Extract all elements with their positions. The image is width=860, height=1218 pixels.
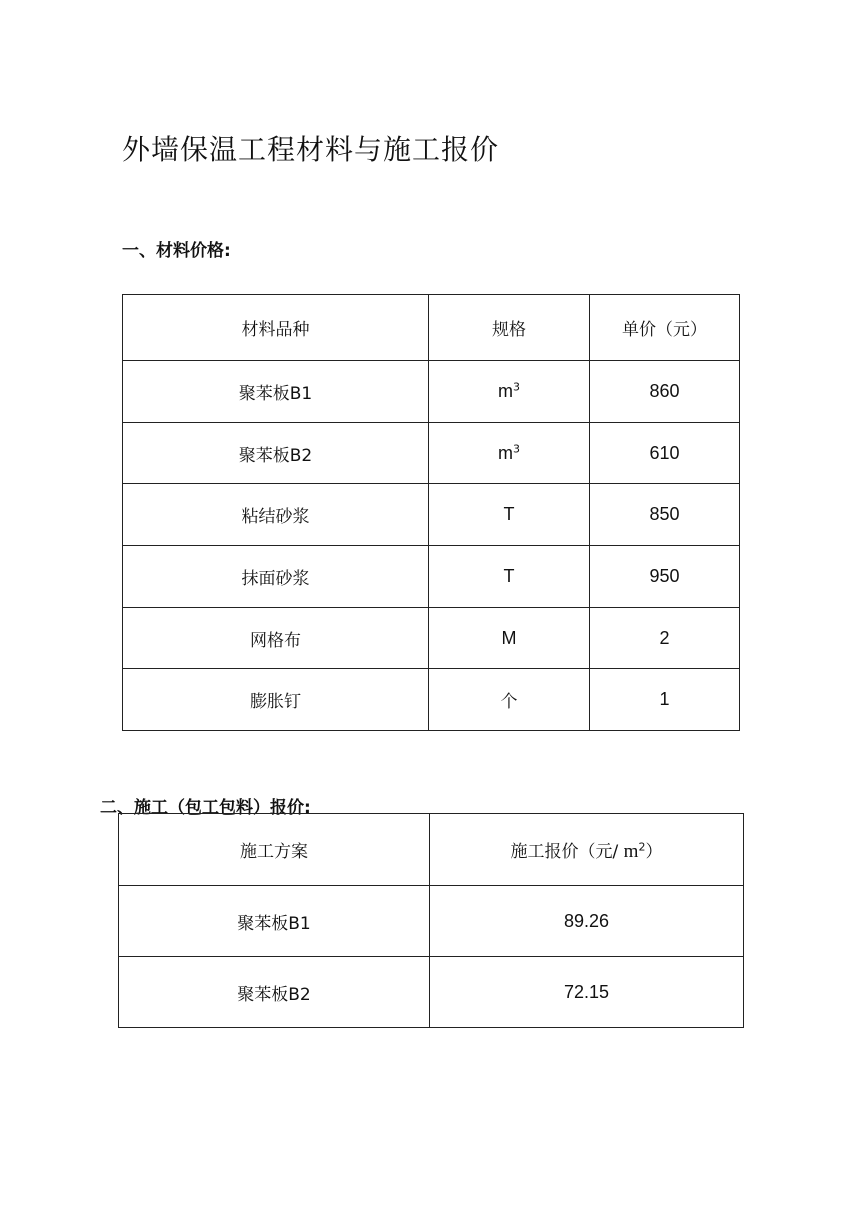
column-header-spec: 规格 <box>429 295 590 361</box>
spec-cell <box>429 607 590 669</box>
table-row <box>123 361 740 423</box>
table-row <box>119 886 744 957</box>
spec-superscript: 3 <box>513 380 520 394</box>
plan-cell: 聚苯板B1 <box>119 886 430 957</box>
table-header-row <box>123 295 740 361</box>
quote-cell: 89.26 <box>430 886 744 957</box>
price-cell: 950 <box>590 546 740 608</box>
spec-cell <box>429 546 590 608</box>
materials-section-heading: 一、材料价格: <box>122 241 231 261</box>
quote-cell: 72.15 <box>430 957 744 1028</box>
material-cell: 粘结砂浆 <box>123 484 429 546</box>
spec-cell <box>429 484 590 546</box>
column-header-price: 单价（元） <box>590 295 740 361</box>
price-cell: 860 <box>590 361 740 423</box>
material-cell: 聚苯板B2 <box>123 422 429 484</box>
table-header-row <box>119 814 744 886</box>
quote-header-unit: m <box>623 840 639 862</box>
table-row <box>119 957 744 1028</box>
material-cell: 聚苯板B1 <box>123 361 429 423</box>
spec-unit: m <box>498 380 513 401</box>
construction-section-heading: 二、施工（包工包料）报价: <box>100 798 311 818</box>
table-row <box>123 669 740 731</box>
spec-superscript: 3 <box>513 441 520 455</box>
price-cell: 1 <box>590 669 740 731</box>
table-row <box>123 546 740 608</box>
materials-price-table <box>122 294 740 731</box>
spec-cell <box>429 669 590 731</box>
spec-cell <box>429 361 590 423</box>
spec-unit: m <box>498 442 513 463</box>
spec-unit: T <box>503 565 515 586</box>
material-cell: 抹面砂浆 <box>123 546 429 608</box>
column-header-material: 材料品种 <box>123 295 429 361</box>
material-cell: 膨胀钉 <box>123 669 429 731</box>
price-cell: 2 <box>590 607 740 669</box>
spec-unit: M <box>501 627 517 648</box>
table-row <box>123 607 740 669</box>
page-title: 外墙保温工程材料与施工报价 <box>122 133 500 166</box>
column-header-plan: 施工方案 <box>119 814 430 886</box>
table-row <box>123 422 740 484</box>
construction-quote-table <box>118 813 744 1028</box>
column-header-quote <box>430 814 744 886</box>
spec-cell <box>429 422 590 484</box>
quote-header-superscript: 2 <box>638 839 646 853</box>
spec-unit: T <box>503 504 515 525</box>
spec-unit: 个 <box>500 692 518 713</box>
quote-header-prefix: 施工报价（元/ <box>510 841 624 862</box>
price-cell: 850 <box>590 484 740 546</box>
plan-cell: 聚苯板B2 <box>119 957 430 1028</box>
table-row <box>123 484 740 546</box>
quote-header-suffix: ） <box>645 841 663 862</box>
price-cell: 610 <box>590 422 740 484</box>
material-cell: 网格布 <box>123 607 429 669</box>
